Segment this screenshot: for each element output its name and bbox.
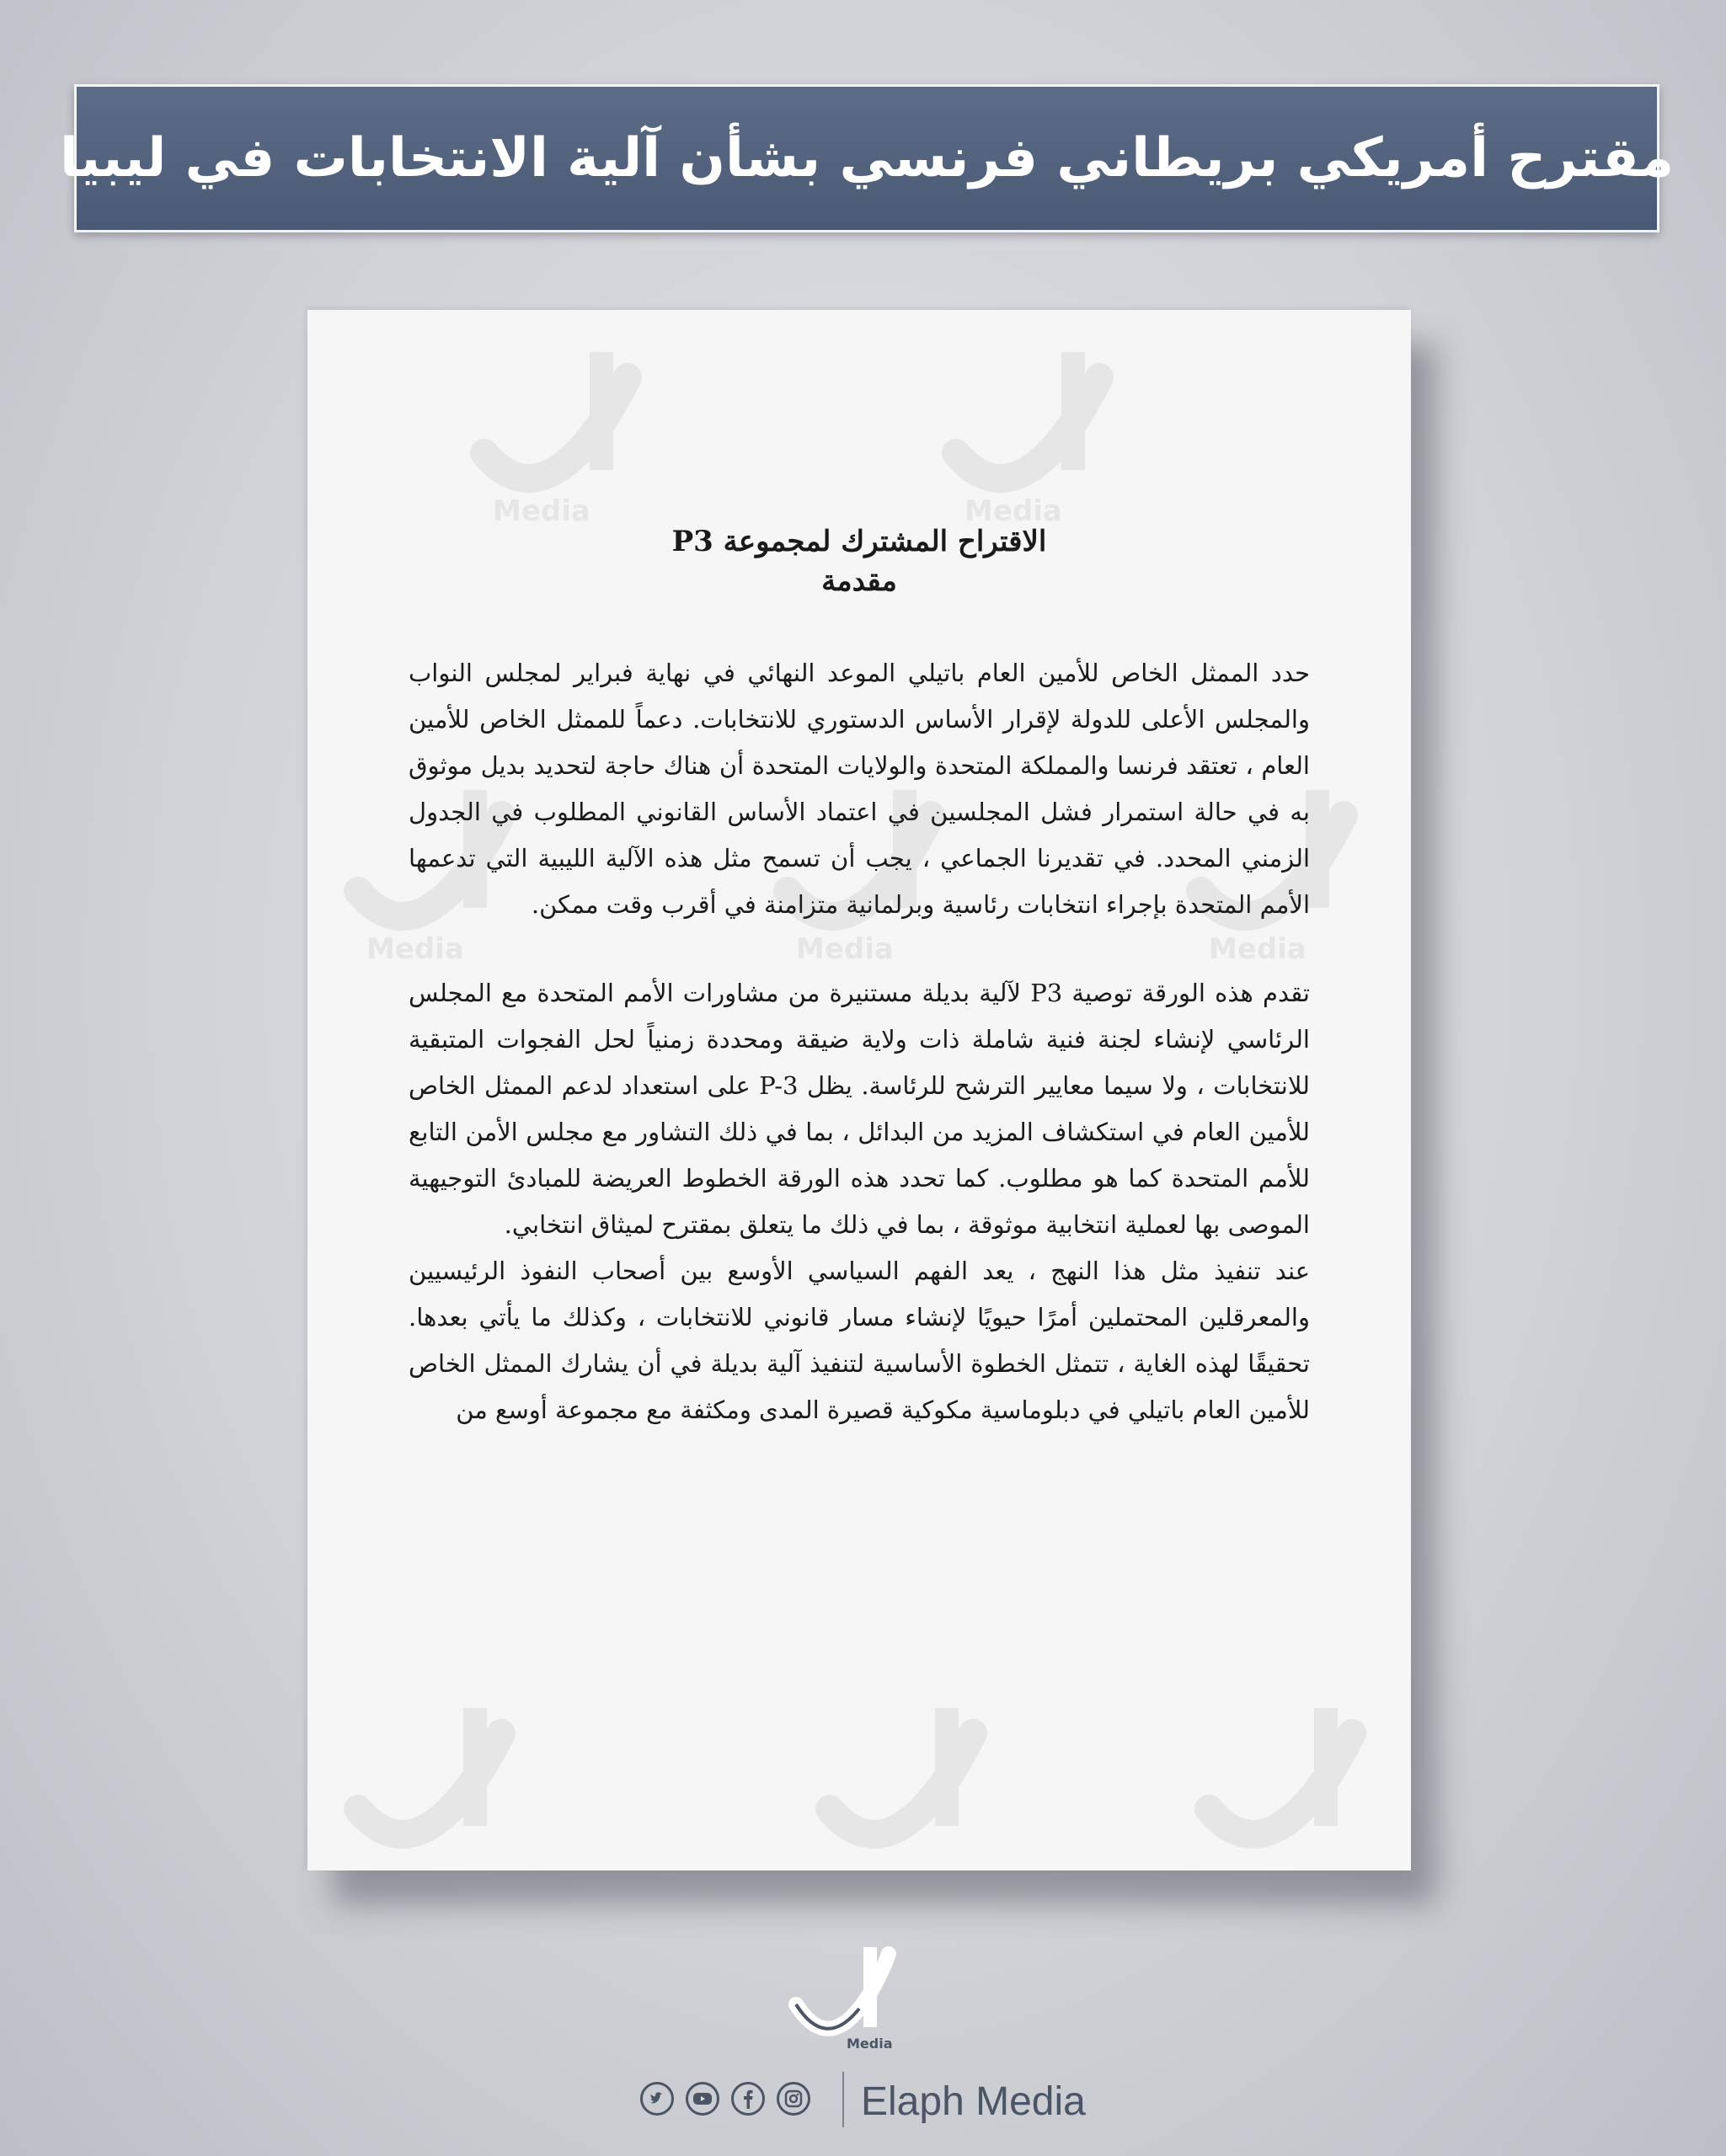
watermark-logo-icon [434, 327, 687, 529]
document-title: الاقتراح المشترك لمجموعة P3 [671, 525, 1047, 558]
svg-text:Media: Media [366, 932, 464, 966]
instagram-icon[interactable] [777, 2082, 810, 2116]
svg-text:Media: Media [1209, 932, 1307, 966]
watermark-logo-icon [779, 1683, 1032, 1885]
facebook-icon[interactable] [731, 2082, 765, 2116]
svg-text:Media: Media [796, 932, 894, 966]
watermark-logo-icon [307, 1683, 560, 1885]
document-page [307, 310, 1411, 1870]
headline-title: مقترح أمريكي بريطاني فرنسي بشأن آلية الانتخابات في ليبيا [59, 127, 1675, 189]
watermark-logo-icon [906, 327, 1158, 529]
paragraph-3: عند تنفيذ مثل هذا النهج ، يعد الفهم السياسي الأوسع بين أصحاب النفوذ الرئيسيين والمعرقلين المحتملين أمرًا حيويًا لإنشاء مسار قانوني للانتخابات ، وكذلك ما يأتي بعدها. تحقيقًا لهذه الغاية ، تتمثل الخطوة الأساسية لتنفيذ آلية بديلة في أن يشارك الممثل الخاص للأمين العام باتيلي في دبلوماسية مكوكية قصيرة المدى ومكثفة مع مجموعة أوسع من [409, 1257, 1310, 1424]
footer-divider [842, 2072, 844, 2127]
social-icons [640, 2082, 810, 2116]
svg-text:Media: Media [847, 2036, 893, 2052]
paragraph-1: حدد الممثل الخاص للأمين العام باتيلي الموعد النهائي في نهاية فبراير لمجلس النواب والمجلس الأعلى للدولة لإقرار الأساس الدستوري للانتخابات. دعماً للممثل الخاص للأمين العام ، تعتقد فرنسا والمملكة المتحدة والولايات المتحدة أن هناك حاجة لتحديد بديل موثوق به في حالة استمرار فشل المجلسين في اعتماد الأساس القانوني المطلوب في الجدول الزمني المحدد. في تقديرنا الجماعي ، يجب أن تسمح مثل هذه الآلية الليبية التي تدعمها الأمم المتحدة بإجراء انتخابات رئاسية وبرلمانية متزامنة في أقرب وقت ممكن. [409, 659, 1310, 919]
svg-text:Media: Media [493, 494, 590, 528]
document-subtitle: مقدمة [821, 564, 897, 598]
headline-banner [59, 84, 1675, 232]
svg-text:Media: Media [965, 494, 1062, 528]
footer [0, 1937, 1726, 2139]
elaph-logo-icon [779, 1937, 914, 2055]
document-body [409, 520, 1310, 1433]
watermark-logo-icon [1158, 1683, 1411, 1885]
twitter-icon[interactable] [640, 2082, 674, 2116]
youtube-icon[interactable] [686, 2082, 719, 2116]
paragraph-2: تقدم هذه الورقة توصية P3 لآلية بديلة مستنيرة من مشاورات الأمم المتحدة مع المجلس الرئاسي لإنشاء لجنة فنية شاملة ذات ولاية ضيقة ومحددة زمنياً لحل الفجوات المتبقية للانتخابات ، ولا سيما معايير الترشح للرئاسة. يظل P-3 على استعداد لدعم الممثل الخاص للأمين العام في استكشاف المزيد من البدائل ، بما في ذلك التشاور مع مجلس الأمن التابع للأمم المتحدة كما هو مطلوب. كما تحدد هذه الورقة الخطوط العريضة للمبادئ التوجيهية الموصى بها لعملية انتخابية موثوقة ، بما في ذلك ما يتعلق بمقترح لميثاق انتخابي. [409, 979, 1310, 1239]
brand-name: Elaph Media [861, 2079, 1086, 2124]
